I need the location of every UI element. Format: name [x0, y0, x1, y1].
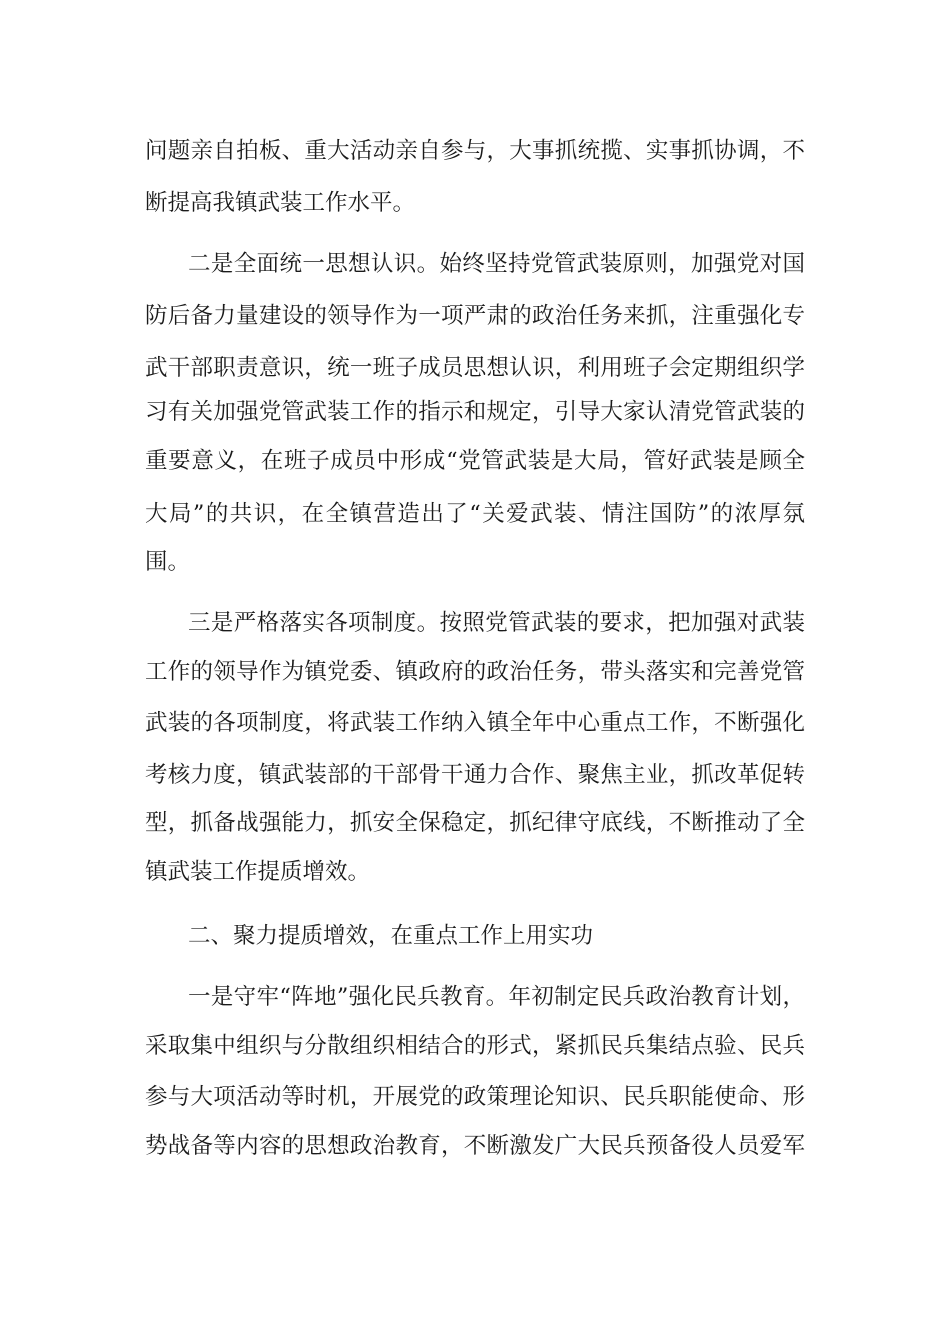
- text-line: 型，抓备战强能力，抓安全保稳定，抓纪律守底线，不断推动了全: [145, 810, 805, 836]
- text-line: 采取集中组织与分散组织相结合的形式，紧抓民兵集结点验、民兵: [145, 1033, 805, 1059]
- text-line: 习有关加强党管武装工作的指示和规定，引导大家认清党管武装的: [145, 399, 805, 425]
- paragraph-start-line: 一是守牢“阵地”强化民兵教育。年初制定民兵政治教育计划，: [188, 984, 805, 1010]
- text-line: 防后备力量建设的领导作为一项严肃的政治任务来抓，注重强化专: [145, 303, 805, 329]
- text-line: 镇武装工作提质增效。: [145, 859, 371, 885]
- text-line: 势战备等内容的思想政治教育，不断激发广大民兵预备役人员爱军: [145, 1133, 805, 1159]
- text-line: 问题亲自拍板、重大活动亲自参与，大事抓统揽、实事抓协调，不: [145, 138, 805, 164]
- text-line: 大局”的共识，在全镇营造出了“关爱武装、情注国防”的浓厚氛: [145, 501, 805, 527]
- text-line: 重要意义，在班子成员中形成“党管武装是大局，管好武装是顾全: [145, 448, 805, 474]
- paragraph-start-line: 二是全面统一思想认识。始终坚持党管武装原则，加强党对国: [188, 251, 805, 277]
- text-line: 武干部职责意识，统一班子成员思想认识，利用班子会定期组织学: [145, 355, 805, 381]
- text-line: 考核力度，镇武装部的干部骨干通力合作、聚焦主业，抓改革促转: [145, 762, 805, 788]
- text-line: 工作的领导作为镇党委、镇政府的政治任务，带头落实和完善党管: [145, 659, 805, 685]
- section-heading: 二、聚力提质增效，在重点工作上用实功: [188, 923, 594, 949]
- paragraph-start-line: 三是严格落实各项制度。按照党管武装的要求，把加强对武装: [188, 610, 805, 636]
- text-line: 参与大项活动等时机，开展党的政策理论知识、民兵职能使命、形: [145, 1084, 805, 1110]
- text-line: 围。: [145, 549, 191, 575]
- text-line: 断提高我镇武装工作水平。: [145, 190, 416, 216]
- text-line: 武装的各项制度，将武装工作纳入镇全年中心重点工作，不断强化: [145, 710, 805, 736]
